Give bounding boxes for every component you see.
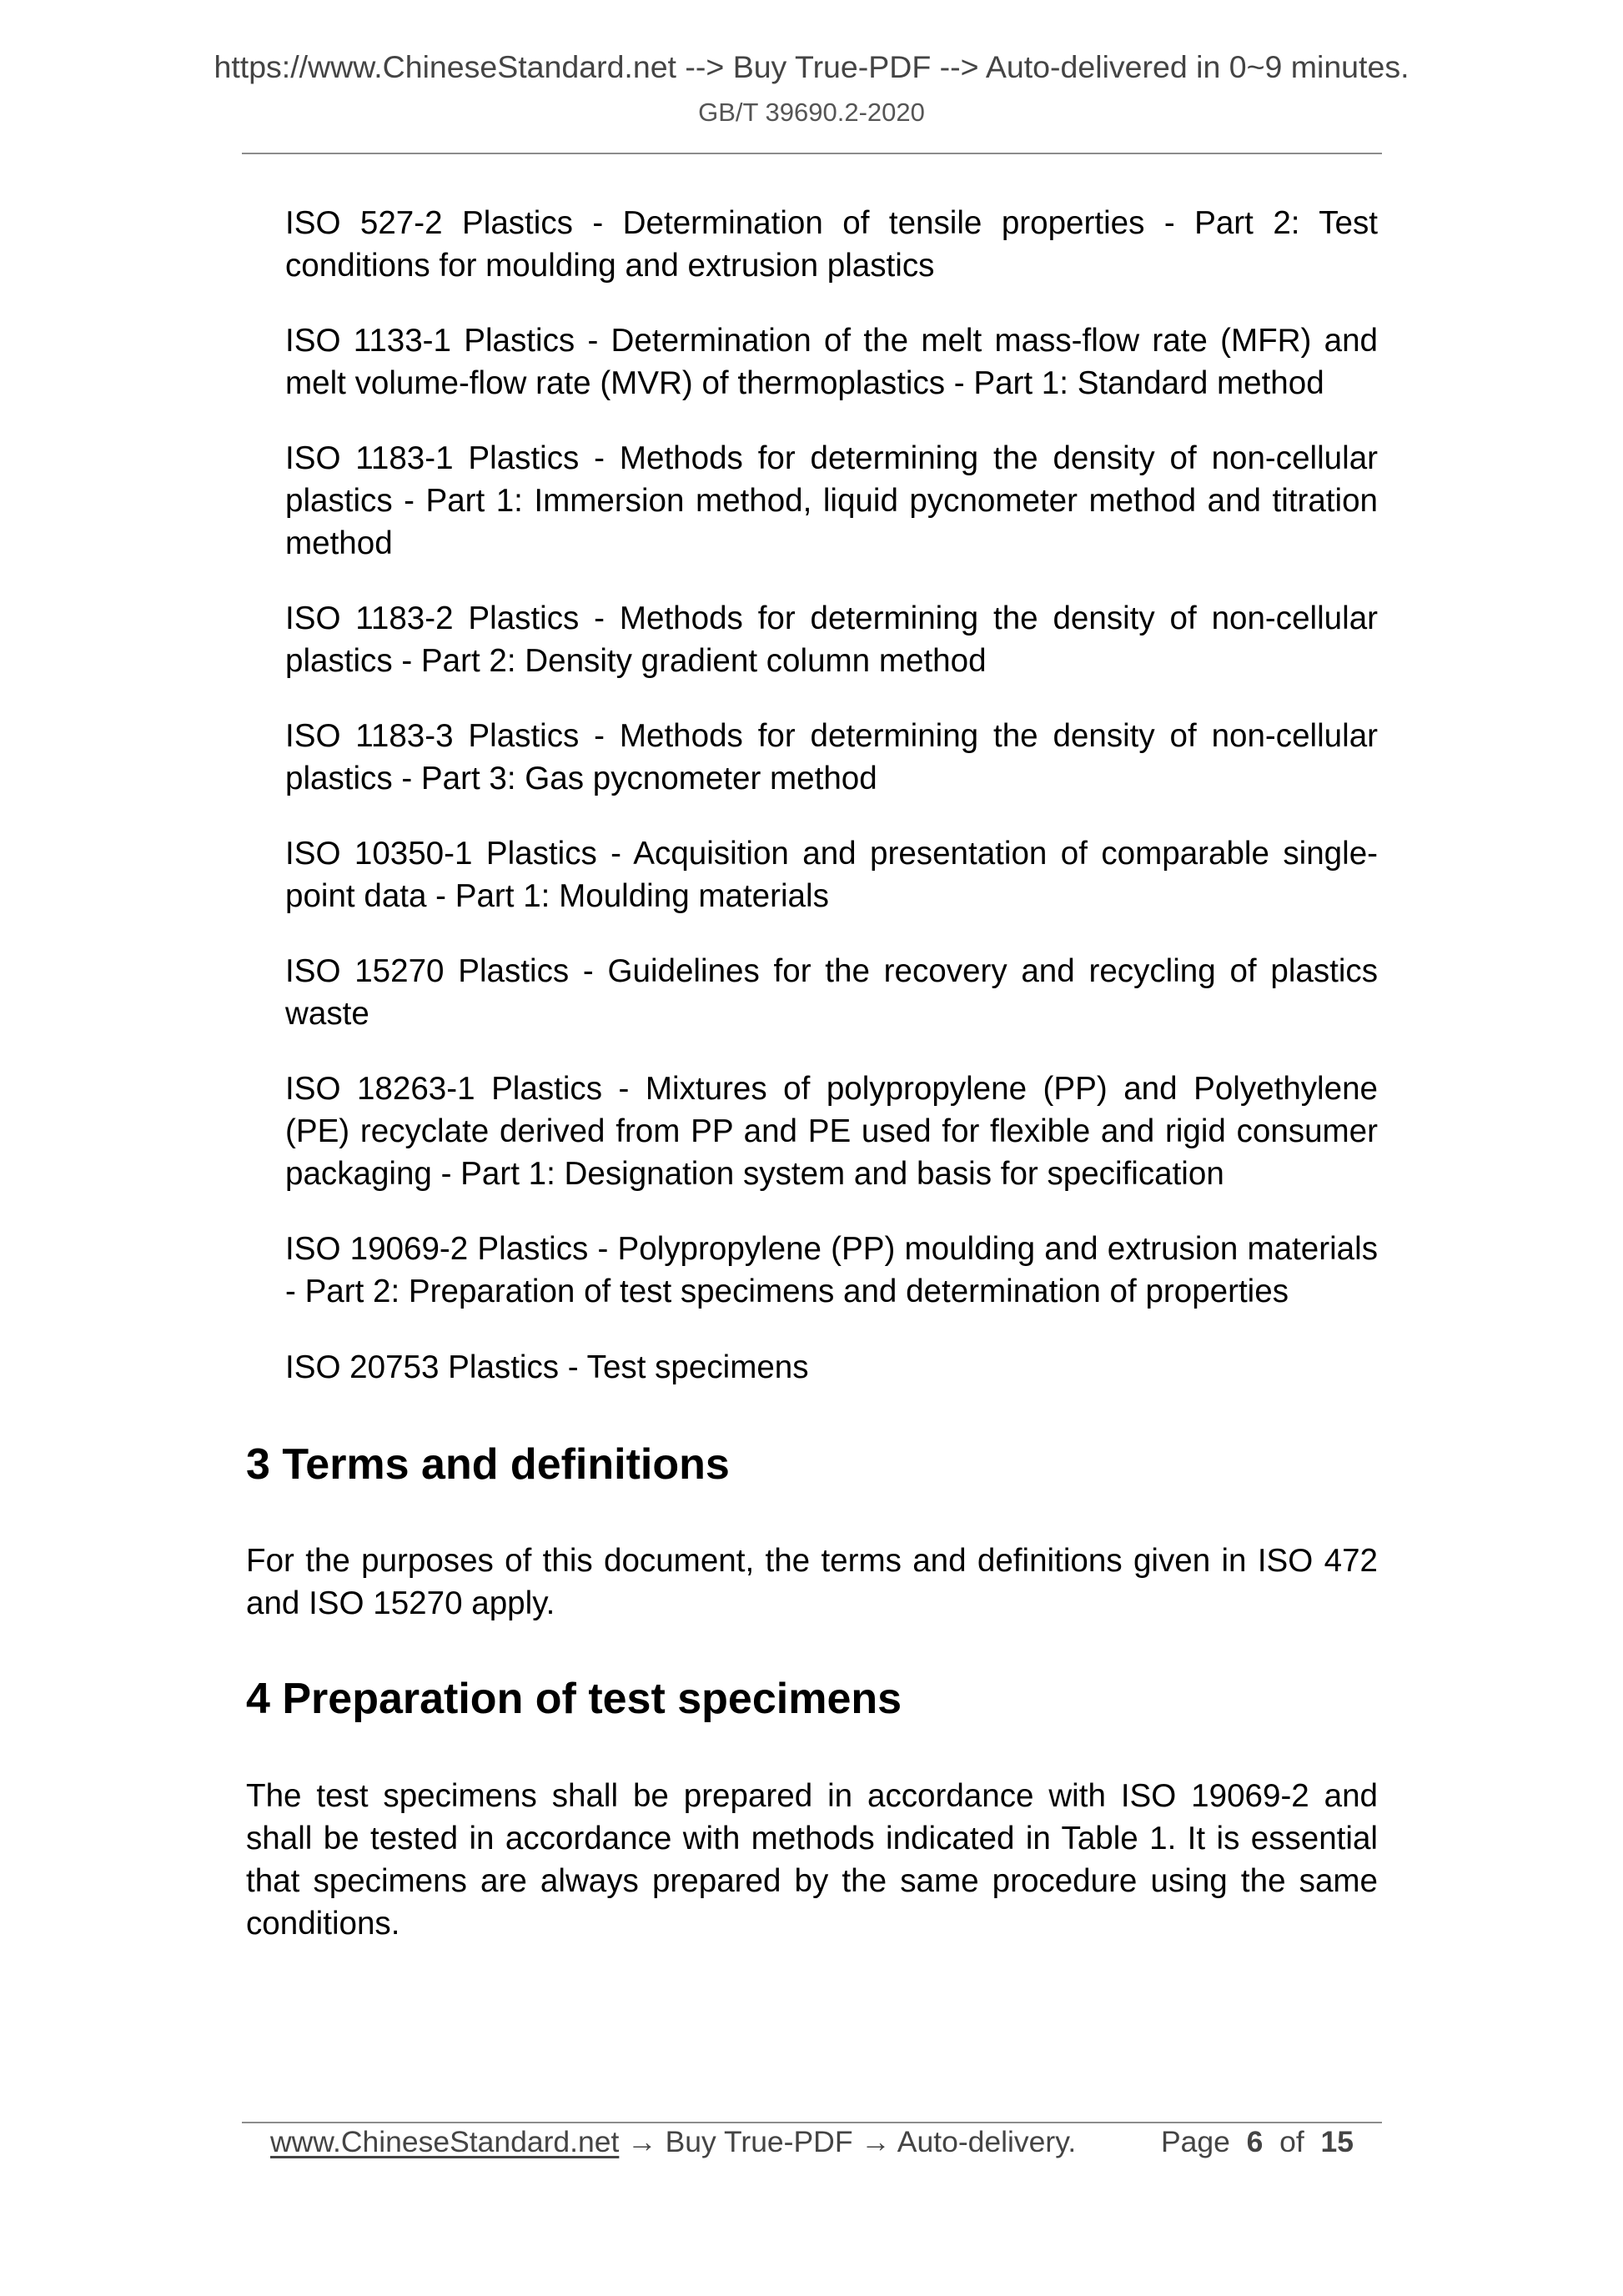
reference-item: ISO 1183-2 Plastics - Methods for determining the density of non-cellular plastics - Part 2: Density gradient column method [285, 600, 1378, 679]
reference-item: ISO 1183-3 Plastics - Methods for determining the density of non-cellular plastics - Part 3: Gas pycnometer method [285, 718, 1378, 796]
footer-delivery-text: Auto-delivery. [897, 2125, 1077, 2158]
reference-item: ISO 1183-1 Plastics - Methods for determining the density of non-cellular plastics - Part 1: Immersion method, liquid pycnometer method and titration method [285, 440, 1378, 561]
section-body-preparation: The test specimens shall be prepared in accordance with ISO 19069-2 and shall be tested in accordance with methods indicated in Table 1. It is essential that specimens are always prepared by the same procedure using the same conditions. [246, 1778, 1378, 1942]
page-label: Page [1161, 2125, 1230, 2158]
reference-item: ISO 18263-1 Plastics - Mixtures of polypropylene (PP) and Polyethylene (PE) recyclate derived from PP and PE used for flexible and rigid consumer packaging - Part 1: Designation system and basis for specification [285, 1071, 1378, 1192]
page-of: of [1279, 2125, 1304, 2158]
reference-item: ISO 15270 Plastics - Guidelines for the recovery and recycling of plastics waste [285, 953, 1378, 1032]
section-heading-preparation: 4 Preparation of test specimens [246, 1675, 902, 1723]
standard-code: GB/T 39690.2-2020 [698, 98, 925, 127]
reference-item: ISO 527-2 Plastics - Determination of tensile properties - Part 2: Test conditions for moulding and extrusion plastics [285, 205, 1378, 284]
section-body-terms: For the purposes of this document, the terms and definitions given in ISO 472 and ISO 15270 apply. [246, 1543, 1378, 1621]
footer-divider [242, 2122, 1382, 2123]
footer-buy-text: Buy True-PDF [665, 2125, 853, 2158]
reference-item: ISO 19069-2 Plastics - Polypropylene (PP) moulding and extrusion materials - Part 2: Preparation of test specimens and determination of properties [285, 1231, 1378, 1309]
footer-site-link[interactable]: www.ChineseStandard.net [270, 2125, 620, 2158]
reference-item: ISO 1133-1 Plastics - Determination of the melt mass-flow rate (MFR) and melt volume-flow rate (MVR) of thermoplastics - Part 1: Standard method [285, 323, 1378, 401]
page-total: 15 [1320, 2125, 1354, 2158]
header-divider [242, 153, 1382, 154]
page-current: 6 [1246, 2125, 1264, 2158]
page-indicator [1161, 2124, 1354, 2159]
reference-item: ISO 10350-1 Plastics - Acquisition and presentation of comparable single-point data - Part 1: Moulding materials [285, 836, 1378, 914]
section-heading-terms: 3 Terms and definitions [246, 1440, 730, 1489]
arrow-right-icon: → [861, 2125, 891, 2158]
arrow-right-icon: → [627, 2125, 657, 2158]
reference-item: ISO 20753 Plastics - Test specimens [285, 1349, 809, 1385]
header-banner: https://www.ChineseStandard.net --> Buy True-PDF --> Auto-delivered in 0~9 minutes. [214, 49, 1409, 84]
page-footer [270, 2124, 1354, 2159]
